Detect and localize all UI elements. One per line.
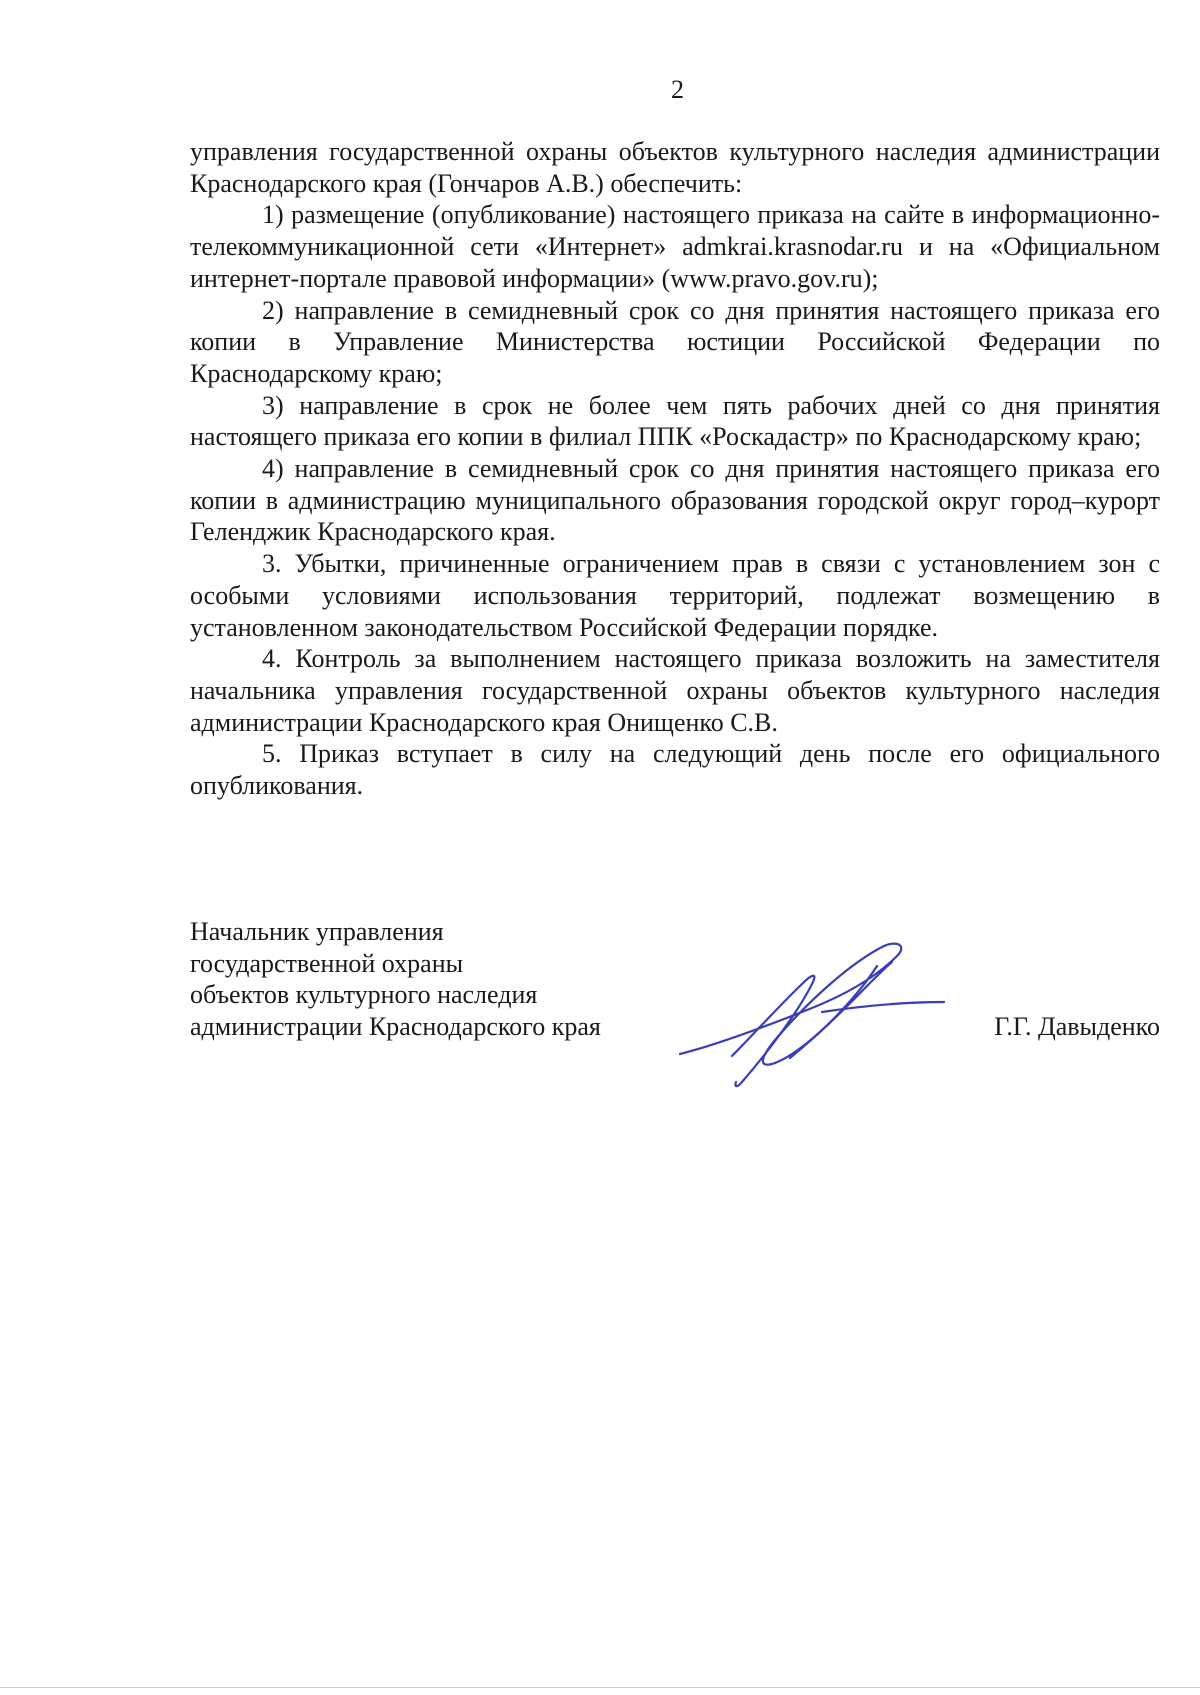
paragraph-item-4: 4) направление в семидневный срок со дня принятия настоящего приказа его копии в администрацию муниципального образования городской округ город–курорт Геленджик Краснодарского края. [190, 454, 1160, 547]
paragraph-clause-5: 5. Приказ вступает в силу на следующий день после его официального опубликования. [190, 739, 1160, 801]
signature-stroke [732, 976, 814, 1086]
signatory-title-line: администрации Краснодарского края [190, 1012, 601, 1042]
signatory-title [190, 916, 601, 1043]
signatory-title-line: государственной охраны [190, 948, 464, 978]
signature-stroke [822, 1002, 944, 1012]
signature-block [190, 916, 1160, 1096]
paragraph-item-2: 2) направление в семидневный срок со дня принятия настоящего приказа его копии в Управление Министерства юстиции Российской Федерации по Краснодарскому краю; [190, 295, 1160, 388]
paragraph-item-1: 1) размещение (опубликование) настоящего приказа на сайте в информационно-телекоммуникационной сети «Интернет» admkrai.krasnodar.ru и на «Официальном интернет-портале правовой информации» (www.pravo.gov.ru); [190, 200, 1160, 293]
paragraph-clause-4: 4. Контроль за выполнением настоящего приказа возложить на заместителя начальника управления государственной охраны объектов культурного наследия администрации Краснодарского края Онищенко С.В. [190, 644, 1160, 737]
signatory-name: Г.Г. Давыденко [994, 1012, 1160, 1041]
page-bottom-edge [0, 1687, 1200, 1688]
handwritten-signature [672, 936, 952, 1091]
page-number: 2 [671, 75, 684, 104]
paragraph-item-3: 3) направление в срок не более чем пять рабочих дней со дня принятия настоящего приказа его копии в филиал ППК «Роскадастр» по Краснодарскому краю; [190, 390, 1160, 452]
signature-stroke [680, 944, 901, 1065]
paragraph-clause-3: 3. Убытки, причиненные ограничением прав в связи с установлением зон с особыми условиями использования территорий, подлежат возмещению в установленном законодательством Российской Федерации порядке. [190, 549, 1160, 642]
signatory-title-line: объектов культурного наследия [190, 980, 538, 1010]
paragraph-continuation: управления государственной охраны объектов культурного наследия администрации Краснодарского края (Гончаров А.В.) обеспечить: [190, 137, 1160, 198]
document-body [190, 136, 1160, 802]
signatory-title-line: Начальник управления [190, 917, 444, 946]
